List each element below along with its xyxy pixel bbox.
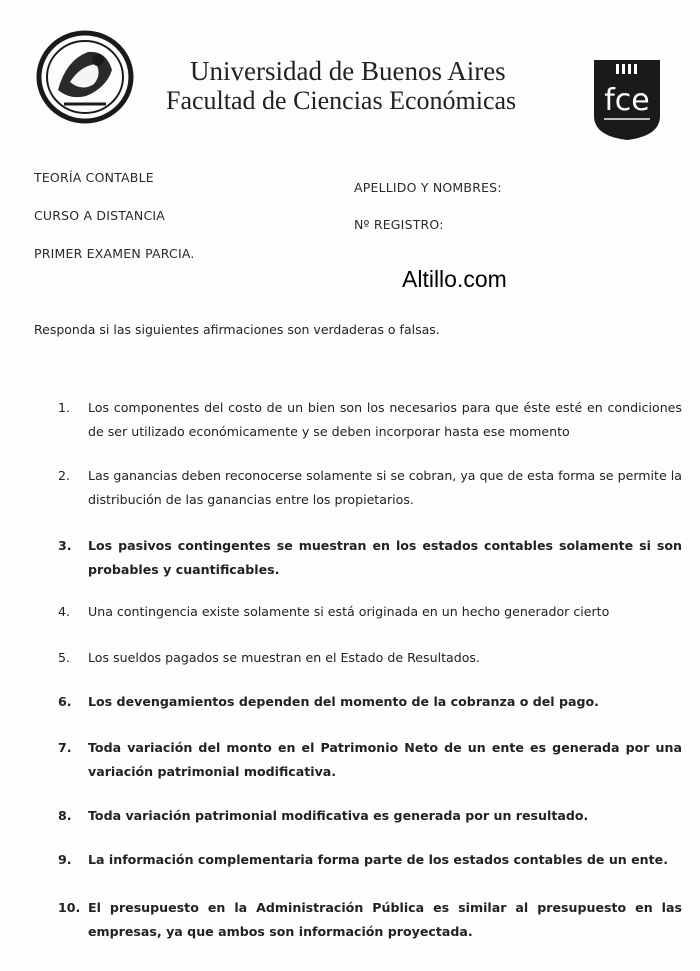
fce-logo-text: fce (604, 83, 650, 118)
question-number: 5. (58, 650, 71, 665)
question-item (58, 600, 682, 624)
registry-field-label: Nº REGISTRO: (354, 217, 444, 232)
faculty-name: Facultad de Ciencias Económicas (166, 86, 517, 115)
question-number: 7. (58, 740, 72, 755)
question-item (58, 896, 682, 944)
mode-label: CURSO A DISTANCIA (34, 208, 166, 223)
question-number: 10. (58, 900, 81, 915)
question-number: 6. (58, 694, 72, 709)
question-number: 1. (58, 400, 71, 415)
question-number: 2. (58, 468, 71, 483)
question-text: Los componentes del costo de un bien son los necesarios para que éste esté en condiciones de ser utilizado económicamente y se deben incorporar hasta ese momento (88, 400, 682, 439)
question-number: 9. (58, 852, 72, 867)
question-item (58, 848, 682, 872)
question-text: La información complementaria forma parte de los estados contables de un ente. (88, 852, 668, 867)
question-item (58, 736, 682, 784)
question-text: Toda variación patrimonial modificativa es generada por un resultado. (88, 808, 589, 823)
header-titles (160, 56, 560, 116)
question-text: Las ganancias deben reconocerse solamente si se cobran, ya que de esta forma se permite la distribución de las ganancias entre los propietarios. (88, 468, 682, 507)
question-number: 3. (58, 538, 72, 553)
uba-seal-icon (36, 30, 134, 124)
question-item (58, 646, 682, 670)
question-item (58, 804, 682, 828)
exam-label: PRIMER EXAMEN PARCIA. (34, 246, 195, 261)
question-text: Los devengamientos dependen del momento de la cobranza o del pago. (88, 694, 599, 709)
question-text: Los sueldos pagados se muestran en el Estado de Resultados. (88, 650, 480, 665)
question-text: Una contingencia existe solamente si está originada en un hecho generador cierto (88, 604, 610, 619)
subject-label: TEORÍA CONTABLE (34, 170, 154, 185)
university-name: Universidad de Buenos Aires (190, 56, 506, 86)
question-text: Toda variación del monto en el Patrimonio Neto de un ente es generada por una variación patrimonial modificativa. (88, 740, 682, 779)
question-item (58, 464, 682, 512)
question-text: El presupuesto en la Administración Pública es similar al presupuesto en las empresas, ya que ambos son información proyectada. (88, 900, 682, 939)
watermark: Altillo.com (402, 266, 507, 292)
question-item (58, 396, 682, 444)
name-field-label: APELLIDO Y NOMBRES: (354, 180, 502, 195)
fce-logo-icon (590, 56, 664, 142)
question-text: Los pasivos contingentes se muestran en los estados contables solamente si son probables y cuantificables. (88, 538, 682, 577)
question-item (58, 534, 682, 582)
question-item (58, 690, 682, 714)
instructions: Responda si las siguientes afirmaciones son verdaderas o falsas. (34, 322, 440, 337)
question-number: 4. (58, 604, 71, 619)
question-number: 8. (58, 808, 72, 823)
